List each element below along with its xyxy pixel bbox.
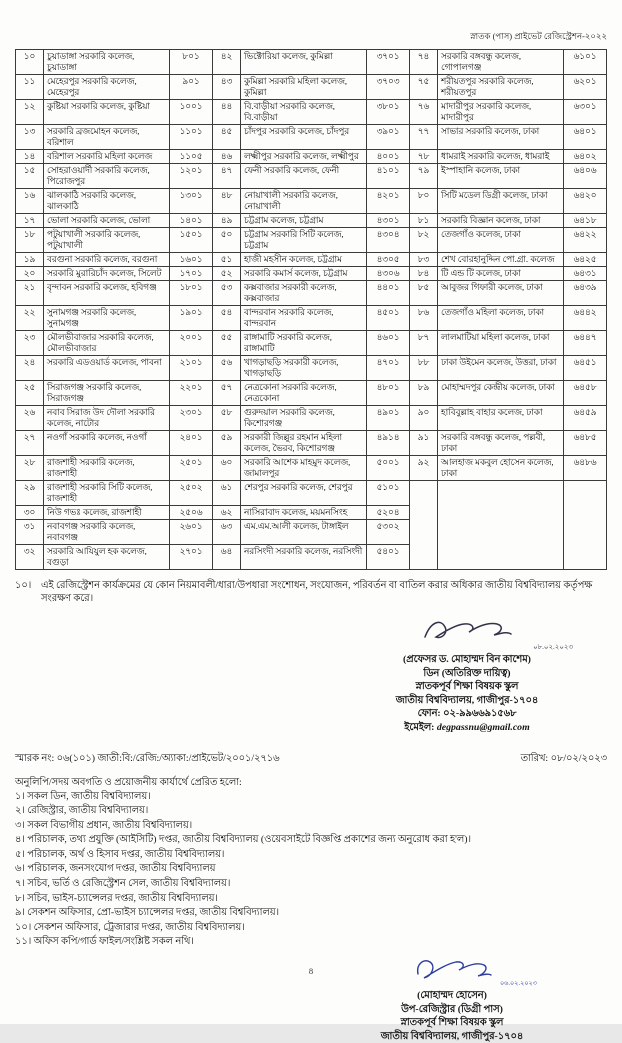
- college-code-cell: ৬৪৮৬: [564, 456, 607, 481]
- college-name-cell: ধামরাই সরকারি কলেজ, ধামরাই: [438, 150, 564, 164]
- registrar-name: (মোহাম্মদ হোসেন): [417, 990, 487, 1002]
- note-number: ১০।: [15, 580, 32, 591]
- college-name-cell: ভোলা সরকারি কলেজ, ভোলা: [44, 214, 170, 228]
- college-code-cell: ৬৪৩৯: [564, 281, 607, 306]
- college-name-cell: নবাব সিরাজ উদ দৌলা সরকারি কলেজ, নাটোর: [44, 406, 170, 431]
- registration-note: [15, 579, 607, 605]
- dean-name: (প্রফেসর ড. মোহাম্মদ বিন কাশেম): [403, 654, 531, 665]
- serial-cell: ৬১: [213, 481, 241, 506]
- college-code-cell: ৪৭০১: [367, 356, 410, 381]
- college-code-cell: ৬৪১৮: [564, 214, 607, 228]
- distribution-item: ৮। সচিব, ভাইস-চ্যান্সেলর দপ্তর, জাতীয় বিশ্ববিদ্যালয়।: [15, 892, 218, 904]
- college-name-cell: লক্ষ্মীপুর সরকারি কলেজ, লক্ষ্মীপুর: [241, 150, 367, 164]
- table-row: [16, 50, 607, 75]
- serial-cell: ৯১: [410, 431, 438, 456]
- college-code-cell: ৬৪৪৭: [564, 331, 607, 356]
- college-code-cell: ৩৯০১: [367, 125, 410, 150]
- college-name-cell: নবাবগঞ্জ সরকারি কলেজ, নবাবগঞ্জ: [44, 520, 170, 545]
- serial-cell: ১২: [16, 100, 44, 125]
- college-code-cell: ১৩০১: [170, 189, 213, 214]
- dean-school: স্নাতকপূর্ব শিক্ষা বিষয়ক স্কুল: [415, 681, 519, 692]
- college-code-cell: ৪৩০৪: [367, 228, 410, 253]
- college-code-cell: ৪২০১: [367, 189, 410, 214]
- table-row: [16, 356, 607, 381]
- serial-cell: ১৫: [16, 164, 44, 189]
- table-row: [16, 381, 607, 406]
- table-row: [16, 189, 607, 214]
- college-name-cell: নাসিরাবাদ কলেজ, ময়মনসিংহ: [241, 506, 367, 520]
- college-code-cell: ৪৫০১: [367, 306, 410, 331]
- college-code-cell: ২১০১: [170, 356, 213, 381]
- serial-cell: ৫৩: [213, 281, 241, 306]
- serial-cell: ২৯: [16, 481, 44, 506]
- serial-cell: ২১: [16, 281, 44, 306]
- college-code-cell: ৬৪০২: [564, 150, 607, 164]
- serial-cell: ২২: [16, 306, 44, 331]
- college-code-cell: ২৭০১: [170, 545, 213, 570]
- serial-cell: ৫৬: [213, 356, 241, 381]
- college-name-cell: হাজী মহসীন কলেজ, চট্টগ্রাম: [241, 253, 367, 267]
- college-code-cell: ৮০১: [170, 50, 213, 75]
- college-name-cell: শেরপুর সরকারি কলেজ, শেরপুর: [241, 481, 367, 506]
- serial-cell: ২৪: [16, 356, 44, 381]
- college-code-cell: ১০০১: [170, 100, 213, 125]
- table-row: [16, 100, 607, 125]
- dean-title: ডিন (অতিরিক্ত দায়িত্ব): [423, 667, 511, 679]
- college-name-cell: চট্টগ্রাম কলেজ, চট্টগ্রাম: [241, 214, 367, 228]
- college-name-cell: টি এন্ড টি কলেজ, ঢাকা: [438, 267, 564, 281]
- college-code-cell: ৬৪৩১: [564, 267, 607, 281]
- table-row: [16, 125, 607, 150]
- college-name-cell: সরকারি আযিযুল হক কলেজ, বগুড়া: [44, 545, 170, 570]
- college-name-cell: ভিক্টোরিয়া কলেজ, কুমিল্লা: [241, 50, 367, 75]
- distribution-item: ৬। পরিচালক, জনসংযোগ দপ্তর, জাতীয় বিশ্ববিদ্যালয়: [15, 863, 216, 875]
- distribution-item: ৫। পরিচালক, অর্থ ও হিসাব দপ্তর, জাতীয় বিশ্ববিদ্যালয়।: [15, 848, 225, 860]
- college-code-cell: ২৫০২: [170, 481, 213, 506]
- table-row: [16, 253, 607, 267]
- college-code-cell: ৬৪২০: [564, 189, 607, 214]
- serial-cell: ২৬: [16, 406, 44, 431]
- distribution-item: ৯। সেকশন অফিসার, প্রো-ভাইস চ্যান্সেলর দপ্তর, জাতীয় বিশ্ববিদ্যালয়।: [15, 907, 280, 919]
- serial-cell: ৬০: [213, 456, 241, 481]
- serial-cell: ৬২: [213, 506, 241, 520]
- college-name-cell: সরকারি বঙ্গবন্ধু কলেজ, গোপালগঞ্জ: [438, 50, 564, 75]
- dean-email-line: [327, 721, 607, 735]
- college-name-cell: বৃন্দাবন সরকারি কলেজ, হবিগঞ্জ: [44, 281, 170, 306]
- college-code-cell: ২০০১: [170, 331, 213, 356]
- serial-cell: ৪৭: [213, 164, 241, 189]
- serial-cell: ৮৮: [410, 356, 438, 381]
- college-code-cell: ৪৩০৬: [367, 267, 410, 281]
- serial-cell: ১৪: [16, 150, 44, 164]
- table-row: [16, 431, 607, 456]
- serial-cell: ৭৭: [410, 125, 438, 150]
- college-code-cell: ১৮০১: [170, 281, 213, 306]
- college-code-cell: ৪৬০১: [367, 331, 410, 356]
- college-name-cell: ফেনী সরকারি কলেজ, ফেনী: [241, 164, 367, 189]
- table-row: [16, 456, 607, 481]
- serial-cell: ৬৩: [213, 520, 241, 545]
- serial-cell: ২৭: [16, 431, 44, 456]
- document-header-label: স্নাতক (পাস) প্রাইভেট রেজিস্ট্রেশন-২০২২: [470, 31, 607, 41]
- college-name-cell: রাজশাহী সরকারি সিটি কলেজ, রাজশাহী: [44, 481, 170, 506]
- serial-cell: ২৫: [16, 381, 44, 406]
- table-row: [16, 267, 607, 281]
- serial-cell: ৮৭: [410, 331, 438, 356]
- registrar-university: জাতীয় বিশ্ববিদ্যালয়, গাজীপুর-১৭০৪: [380, 1030, 524, 1042]
- college-name-cell: সিরাজগঞ্জ সরকারি কলেজ, সিরাজগঞ্জ: [44, 381, 170, 406]
- table-row: [16, 306, 607, 331]
- college-name-cell: ঢাকা উইমেন কলেজ, উত্তরা, ঢাকা: [438, 356, 564, 381]
- distribution-item: ৩। সকল বিভাগীয় প্রধান, জাতীয় বিশ্ববিদ্যালয়।: [15, 819, 193, 831]
- college-name-cell: নোয়াখালী সরকারি কলেজ, নোয়াখালী: [241, 189, 367, 214]
- serial-cell: ৭৫: [410, 75, 438, 100]
- serial-cell: ১০: [16, 50, 44, 75]
- college-name-cell: সিটি মডেল ডিগ্রী কলেজ, ঢাকা: [438, 189, 564, 214]
- college-code-cell: ৬৪৫৯: [564, 406, 607, 431]
- college-code-cell: ৫৩০২: [367, 520, 410, 545]
- serial-cell: ৪৩: [213, 75, 241, 100]
- college-code-cell: ১১০১: [170, 125, 213, 150]
- table-row: [16, 164, 607, 189]
- distribution-item: ৪। পরিচালক, তথ্য প্রযুক্তি (আইসিটি) দপ্তর, জাতীয় বিশ্ববিদ্যালয় (ওয়েবসাইটে বিজ্ঞপ্তি প্রকাশের জন্য অনুরোধ করা হ'ল)।: [15, 834, 472, 846]
- serial-cell: ৯২: [410, 456, 438, 481]
- college-code-cell: ৬৪৮৫: [564, 431, 607, 456]
- serial-cell: ৪২: [213, 50, 241, 75]
- college-name-cell: কুমিল্লা সরকারি মহিলা কলেজ, কুমিল্লা: [241, 75, 367, 100]
- serial-cell: ৮৫: [410, 281, 438, 306]
- college-name-cell: শরীয়তপুর সরকারি কলেজ, শরীয়তপুর: [438, 75, 564, 100]
- college-name-cell: ইস্পাহানি কলেজ, ঢাকা: [438, 164, 564, 189]
- college-code-cell: ৬১০১: [564, 50, 607, 75]
- serial-cell: ৮৩: [410, 253, 438, 267]
- serial-cell: ৫৪: [213, 306, 241, 331]
- serial-cell: ৫০: [213, 228, 241, 253]
- serial-cell: ৪৮: [213, 189, 241, 214]
- college-name-cell: নিউ গভঃ কলেজ, রাজশাহী: [44, 506, 170, 520]
- college-name-cell: হাবিবুল্লাহ বাহার কলেজ, ঢাকা: [438, 406, 564, 431]
- college-code-cell: ৬৪০৬: [564, 164, 607, 189]
- serial-cell: ৫৯: [213, 431, 241, 456]
- serial-cell: ৮০: [410, 189, 438, 214]
- serial-cell: ৩২: [16, 545, 44, 570]
- table-row: [16, 481, 607, 506]
- college-code-cell: ৫০০১: [367, 456, 410, 481]
- memo-row: [15, 751, 607, 768]
- college-code-cell: ৬৪২৫: [564, 253, 607, 267]
- college-code-cell: ১১০৫: [170, 150, 213, 164]
- serial-cell: ৮১: [410, 214, 438, 228]
- dean-phone: ফোন: ০২-৯৯৬৬৯১৫৬৮: [417, 708, 517, 719]
- college-name-cell: সরকারি বিজ্ঞান কলেজ, ঢাকা: [438, 214, 564, 228]
- college-code-cell: ৪৯১৪: [367, 431, 410, 456]
- distribution-item: ২। রেজিস্ট্রার, জাতীয় বিশ্ববিদ্যালয়।: [15, 805, 149, 817]
- serial-cell: ২৩: [16, 331, 44, 356]
- college-name-cell: চুয়াডাঙ্গা সরকারি কলেজ, চুয়াডাঙ্গা: [44, 50, 170, 75]
- college-code-cell: ৬৩০১: [564, 100, 607, 125]
- college-name-cell: সোহরাওয়ার্দী সরকারি কলেজ, পিরোজপুর: [44, 164, 170, 189]
- college-name-cell: সরকারি এডওয়ার্ড কলেজ, পাবনা: [44, 356, 170, 381]
- college-code-cell: ২৪০১: [170, 431, 213, 456]
- college-name-cell: আলহাজ মকবুল হোসেন কলেজ, ঢাকা: [438, 456, 564, 481]
- serial-cell: ৫২: [213, 267, 241, 281]
- college-name-cell: সরকারি ব্রজমোহন কলেজ, বরিশাল: [44, 125, 170, 150]
- registrar-signature-date: ০৬.০২.২০২৩: [499, 980, 537, 988]
- college-name-cell: বরিশাল সরকারি মহিলা কলেজ: [44, 150, 170, 164]
- distribution-list: [15, 790, 607, 951]
- college-name-cell: গুরুদয়াল সরকারি কলেজ, কিশোরগঞ্জ: [241, 406, 367, 431]
- college-code-table: [15, 49, 607, 570]
- college-code-cell: ৯০১: [170, 75, 213, 100]
- memo-number: স্মারক নং: ০৬(১০১) জাতী:বি:/রেজি:/অ্যাকা:/প্রাইভেট/২০০১/২৭১৬: [15, 752, 280, 764]
- serial-cell: ১৬: [16, 189, 44, 214]
- college-name-cell: কুষ্টিয়া সরকারি কলেজ, কুষ্টিয়া: [44, 100, 170, 125]
- table-row: [16, 281, 607, 306]
- serial-cell: ১৭: [16, 214, 44, 228]
- college-code-cell: ৪০০১: [367, 150, 410, 164]
- college-name-cell: আবুজর গিফারী কলেজ, ঢাকা: [438, 281, 564, 306]
- serial-cell: ২০: [16, 267, 44, 281]
- college-name-cell: এম.এম.আলী কলেজ, টাঙ্গাইল: [241, 520, 367, 545]
- serial-cell: [410, 481, 438, 570]
- college-code-cell: ২৫০১: [170, 456, 213, 481]
- serial-cell: ৮৪: [410, 267, 438, 281]
- college-code-cell: ১৭০১: [170, 267, 213, 281]
- distribution-intro: অনুলিপি/সদয় অবগতি ও প্রয়োজনীয় কার্যার্থে প্রেরিত হলো:: [15, 776, 242, 788]
- serial-cell: ৬৪: [213, 545, 241, 570]
- college-code-cell: ৬৪৫১: [564, 356, 607, 381]
- serial-cell: ১৩: [16, 125, 44, 150]
- college-code-cell: ৪৯০১: [367, 406, 410, 431]
- registrar-school: স্নাতকপূর্ব শিক্ষা বিষয়ক স্কুল: [400, 1017, 504, 1029]
- college-code-cell: ৩৮০১: [367, 100, 410, 125]
- college-name-cell: কক্সবাজার সরকারী কলেজ, কক্সবাজার: [241, 281, 367, 306]
- dean-signature-date: ০৮.০২.২০২৩: [533, 643, 573, 651]
- serial-cell: ৩০: [16, 506, 44, 520]
- college-code-cell: ৬৪৪২: [564, 306, 607, 331]
- college-name-cell: সাভার সরকারি কলেজ, ঢাকা: [438, 125, 564, 150]
- college-code-cell: ৪৪০১: [367, 281, 410, 306]
- college-code-cell: ৫১০১: [367, 481, 410, 506]
- serial-cell: ৭৬: [410, 100, 438, 125]
- note-text: এই রেজিস্ট্রেশন কার্যক্রমের যে কোন নিয়মাবলী/ধারা/উপধারা সংশোধন, সংযোজন, পরিবর্তন বা বাতিল করার অধিকার জাতীয় বিশ্ববিদ্যালয় কর্তৃপক্ষ সংরক্ষণ করে।: [41, 580, 593, 604]
- college-code-cell: ২৩০১: [170, 406, 213, 431]
- college-code-cell: ১৪০১: [170, 214, 213, 228]
- college-name-cell: রাঙ্গামাটি সরকারি কলেজ, রাঙ্গামাটি: [241, 331, 367, 356]
- serial-cell: ৫৫: [213, 331, 241, 356]
- college-name-cell: সুনামগঞ্জ সরকারি কলেজ, সুনামগঞ্জ: [44, 306, 170, 331]
- table-row: [16, 150, 607, 164]
- college-code-cell: ৬৪০১: [564, 125, 607, 150]
- college-name-cell: ঝালকাঠি সরকারি কলেজ, ঝালকাঠি: [44, 189, 170, 214]
- serial-cell: ৫৮: [213, 406, 241, 431]
- college-code-cell: ৩৭০৩: [367, 75, 410, 100]
- college-name-cell: তেজগাঁও কলেজ, ঢাকা: [438, 228, 564, 253]
- college-name-cell: নরসিংদী সরকারি কলেজ, নরসিংদী: [241, 545, 367, 570]
- table-row: [16, 331, 607, 356]
- college-name-cell: লালমাটিয়া মহিলা কলেজ, ঢাকা: [438, 331, 564, 356]
- serial-cell: ৮৯: [410, 381, 438, 406]
- college-name-cell: রাজশাহী সরকারি কলেজ, রাজশাহী: [44, 456, 170, 481]
- email-address: degpassnu@gmail.com: [436, 721, 530, 733]
- college-code-cell: ৪৩০১: [367, 214, 410, 228]
- memo-date: তারিখ: ০৮/০২/২০২৩: [520, 752, 607, 764]
- serial-cell: ৭৯: [410, 164, 438, 189]
- college-name-cell: নওগাঁ সরকারি কলেজ, নওগাঁ: [44, 431, 170, 456]
- college-name-cell: সরকারি কমার্স কলেজ, চট্টগ্রাম: [241, 267, 367, 281]
- page-number: 8: [308, 966, 314, 976]
- college-name-cell: সরকারি বঙ্গবন্ধু কলেজ, পল্লবী, ঢাকা: [438, 431, 564, 456]
- college-code-cell: ৪১০১: [367, 164, 410, 189]
- college-code-cell: ১২০১: [170, 164, 213, 189]
- college-name-cell: চট্টগ্রাম সরকারি সিটি কলেজ, চট্টগ্রাম: [241, 228, 367, 253]
- college-table-body: [16, 50, 607, 570]
- table-row: [16, 75, 607, 100]
- serial-cell: ৫১: [213, 253, 241, 267]
- serial-cell: ৯০: [410, 406, 438, 431]
- serial-cell: ১৮: [16, 228, 44, 253]
- college-name-cell: শেখ বোরহানুদ্দিন পো.গ্রা. কলেজ: [438, 253, 564, 267]
- college-code-cell: ৬২০১: [564, 75, 607, 100]
- college-code-cell: ৩৭০১: [367, 50, 410, 75]
- serial-cell: ৭৪: [410, 50, 438, 75]
- college-name-cell: তেজগাঁও মহিলা কলেজ, ঢাকা: [438, 306, 564, 331]
- distribution-item: ১১। অফিস কপি/গার্ড ফাইল/সংশ্লিষ্ট সকল নথি।: [15, 936, 194, 948]
- college-code-cell: ২৬০১: [170, 520, 213, 545]
- serial-cell: ২৮: [16, 456, 44, 481]
- serial-cell: ৪৬: [213, 150, 241, 164]
- college-name-cell: পটুয়াখালী সরকারি কলেজ, পটুয়াখালী: [44, 228, 170, 253]
- table-row: [16, 214, 607, 228]
- college-code-cell: ৪৮০১: [367, 381, 410, 406]
- table-row: [16, 228, 607, 253]
- serial-cell: ৪৫: [213, 125, 241, 150]
- college-code-cell: ১৯০১: [170, 306, 213, 331]
- college-name-cell: [438, 481, 564, 570]
- college-code-cell: ৬৪২২: [564, 228, 607, 253]
- email-label: ইমেইল:: [404, 721, 437, 733]
- college-code-cell: ৪৩০৫: [367, 253, 410, 267]
- college-code-cell: ২২০১: [170, 381, 213, 406]
- college-code-cell: ১৫০১: [170, 228, 213, 253]
- college-name-cell: বরগুনা সরকারি কলেজ, বরগুনা: [44, 253, 170, 267]
- college-name-cell: নেত্রকোনা সরকারি কলেজ, নেত্রকোনা: [241, 381, 367, 406]
- serial-cell: ৪৯: [213, 214, 241, 228]
- serial-cell: ৫৭: [213, 381, 241, 406]
- serial-cell: ৩১: [16, 520, 44, 545]
- college-name-cell: মেহেরপুর সরকারি কলেজ, মেহেরপুর: [44, 75, 170, 100]
- college-name-cell: চাঁদপুর সরকারি কলেজ, চাঁদপুর: [241, 125, 367, 150]
- dean-signature-block: [327, 615, 607, 735]
- distribution-item: ১। সকল ডিন, জাতীয় বিশ্ববিদ্যালয়।: [15, 790, 151, 802]
- college-name-cell: মোহাম্মদপুর কেন্দ্রীয় কলেজ, ঢাকা: [438, 381, 564, 406]
- distribution-item: ৭। সচিব, ভর্তি ও রেজিস্ট্রেশন সেল, জাতীয় বিশ্ববিদ্যালয়।: [15, 878, 231, 890]
- college-code-cell: ৬৪৫৮: [564, 381, 607, 406]
- registrar-title: উপ-রেজিস্ট্রার (ডিগ্রী পাস): [401, 1003, 503, 1015]
- college-name-cell: সরকারি মুরারিচাঁদ কলেজ, সিলেট: [44, 267, 170, 281]
- college-name-cell: মাদারীপুর সরকারি কলেজ, মাদারীপুর: [438, 100, 564, 125]
- serial-cell: ৮২: [410, 228, 438, 253]
- college-name-cell: সরকারী জিল্লুর রহমান মহিলা কলেজ, ভৈরব, কিশোরগঞ্জ: [241, 431, 367, 456]
- college-name-cell: বান্দরবান সরকারি কলেজ, বান্দরবান: [241, 306, 367, 331]
- college-code-cell: ১৬০১: [170, 253, 213, 267]
- college-name-cell: সরকারি আশেক মাহমুদ কলেজ, জামালপুর: [241, 456, 367, 481]
- serial-cell: ৮৬: [410, 306, 438, 331]
- college-code-cell: ২৫০৬: [170, 506, 213, 520]
- distribution-item: ১০। সেকশন অফিসার, ট্রেজারার দপ্তর, জাতীয় বিশ্ববিদ্যালয়।: [15, 921, 245, 933]
- dean-university: জাতীয় বিশ্ববিদ্যালয়, গাজীপুর-১৭০৪: [395, 694, 539, 706]
- college-name-cell: মৌলভীবাজার সরকারি কলেজ, মৌলভীবাজার: [44, 331, 170, 356]
- serial-cell: ৭৮: [410, 150, 438, 164]
- serial-cell: ১১: [16, 75, 44, 100]
- serial-cell: ৪৪: [213, 100, 241, 125]
- table-row: [16, 406, 607, 431]
- serial-cell: ১৯: [16, 253, 44, 267]
- college-code-cell: ৫২০৪: [367, 506, 410, 520]
- college-name-cell: বি.বাড়ীয়া সরকারি কলেজ, বি.বাড়ীয়া: [241, 100, 367, 125]
- college-code-cell: [564, 481, 607, 570]
- college-name-cell: খাগড়াছড়ি সরকারী কলেজ, খাগড়াছড়ি: [241, 356, 367, 381]
- college-code-cell: ৫৪০১: [367, 545, 410, 570]
